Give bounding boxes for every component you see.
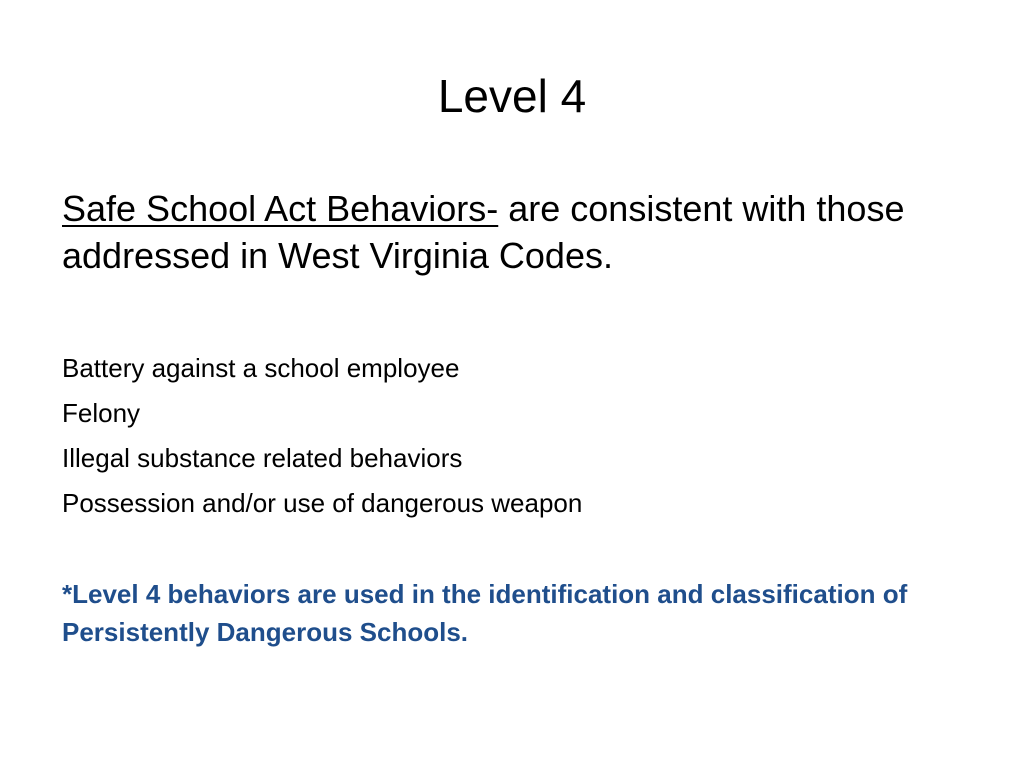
intro-term: Safe School Act Behaviors- <box>62 188 499 229</box>
intro-text: are consistent with those addressed in West Virginia Codes. <box>62 188 905 276</box>
behavior-item: Battery against a school employee <box>62 353 460 383</box>
behavior-item: Illegal substance related behaviors <box>62 443 463 473</box>
intro-paragraph <box>62 185 962 279</box>
behavior-list <box>62 346 582 526</box>
behavior-item: Possession and/or use of dangerous weapon <box>62 488 583 518</box>
behavior-item: Felony <box>62 398 141 428</box>
slide-title: Level 4 <box>437 70 587 122</box>
classification-note: *Level 4 behaviors are used in the identification and classification of Persistently Dangerous Schools. <box>62 579 908 647</box>
